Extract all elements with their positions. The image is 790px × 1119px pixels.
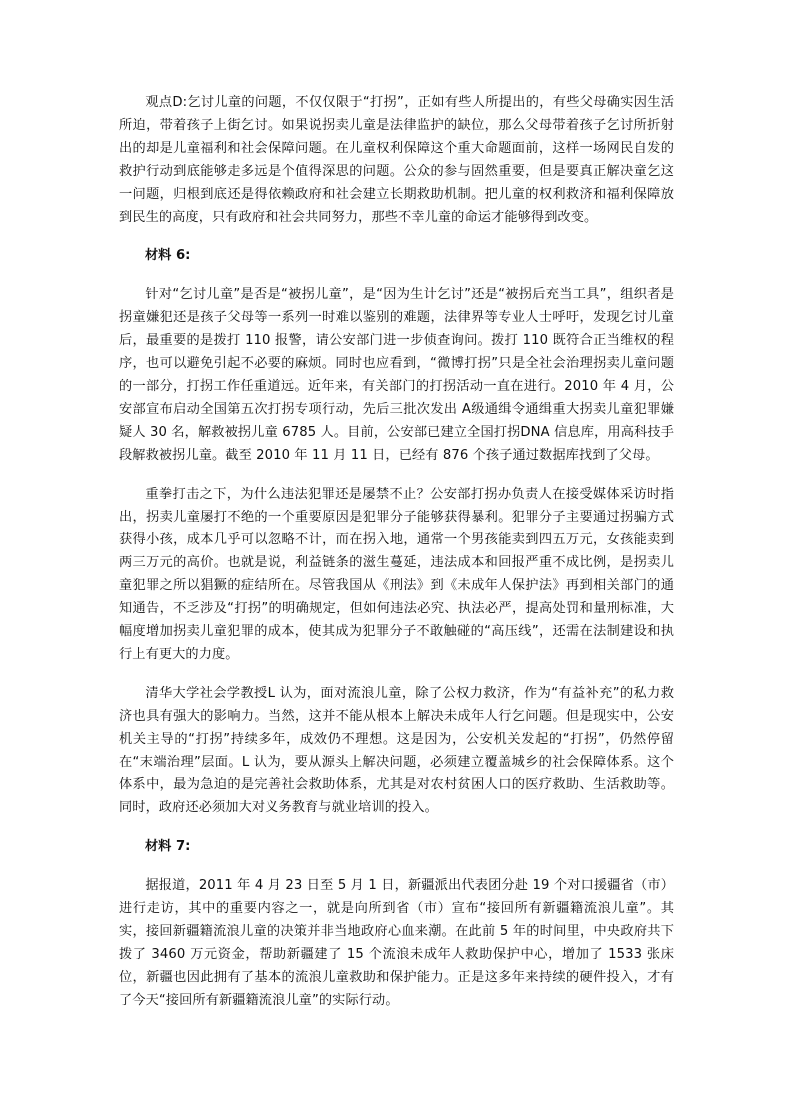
paragraph-material-6-c: 清华大学社会学教授L 认为，面对流浪儿童，除了公权力救济，作为“有益补充”的私力救济也具有强大的影响力。当然，这并不能从根本上解决未成年人行乞问题。但是现实中，公安机关主导的“打拐”持续多年，成效仍不理想。这是因为，公安机关发起的“打拐”，仍然停留在“末端治理”层面。L 认为，要从源头上解决问题，必须建立覆盖城乡的社会保障体系。这个体系中，最为急迫的是完善社会救助体系，尤其是对农村贫困人口的医疗救助、生活救助等。同时，政府还必须加大对义务教育与就业培训的投入。: [119, 685, 674, 816]
paragraph-material-6-b: 重拳打击之下，为什么违法犯罪还是屡禁不止？公安部打拐办负责人在接受媒体采访时指出，拐卖儿童屡打不绝的一个重要原因是犯罪分子能够获得暴利。犯罪分子主要通过拐骗方式获得小孩，成本几乎可以忽略不计，而在拐入地，通常一个男孩能卖到四五万元，女孩能卖到两三万元的高价。也就是说，利益链条的滋生蔓延，违法成本和回报严重不成比例，是拐卖儿童犯罪之所以猖獗的症结所在。尽管我国从《刑法》到《未成年人保护法》再到相关部门的通知通告，不乏涉及“打拐”的明确规定，但如何违法必究、执法必严，提高处罚和量刑标准，大幅度增加拐卖儿童犯罪的成本，使其成为犯罪分子不敢触碰的“高压线”，还需在法制建设和执行上有更大的力度。: [119, 486, 674, 662]
heading-material-6: 材料 6:: [145, 248, 191, 264]
paragraph-viewpoint-d: 观点D:乞讨儿童的问题，不仅仅限于“打拐”，正如有些人所提出的，有些父母确实因生活所迫，带着孩子上街乞讨。如果说拐卖儿童是法律监护的缺位，那么父母带着孩子乞讨所折射出的却是儿童福利和社会保障问题。在儿童权利保障这个重大命题面前，这样一场网民自发的救护行动到底能够走多远是个值得深思的问题。公众的参与固然重要，但是要真正解决童乞这一问题，归根到底还是得依赖政府和社会建立长期救助机制。把儿童的权利救济和福利保障放到民生的高度，只有政府和社会共同努力，那些不幸儿童的命运才能够得到改变。: [119, 95, 674, 225]
paragraph-material-6-a: 针对“乞讨儿童”是否是“被拐儿童”，是“因为生计乞讨”还是“被拐后充当工具”，组织者是拐童嫌犯还是孩子父母等一系列一时难以鉴别的难题，法律界等专业人士呼吁，发现乞讨儿童后，最重要的是拨打 110 报警，请公安部门进一步侦查询问。拨打 110 既符合正当维权的程序，也可以避免引起不必要的麻烦。同时也应看到，“微博打拐”只是全社会治理拐卖儿童问题的一部分，打拐工作任重道远。近年来，有关部门的打拐活动一直在进行。2010 年 4 月，公安部宣布启动全国第五次打拐专项行动，先后三批次发出 A级通缉令通缉重大拐卖儿童犯罪嫌疑人 30 名，解救被拐儿童 6785 人。目前，公安部已建立全国打拐DNA 信息库，用高科技手段解救被拐儿童。截至 2010 年 11 月 11 日，已经有 876 个孩子通过数据库找到了父母。: [119, 287, 674, 463]
heading-material-7: 材料 7:: [145, 839, 191, 855]
document-page: [119, 92, 674, 1013]
paragraph-material-7: 据报道，2011 年 4 月 23 日至 5 月 1 日，新疆派出代表团分赴 19 个对口援疆省（市）进行走访，其中的重要内容之一，就是向所到省（市）宣布“接回所有新疆籍流浪儿童”。其实，接回新疆籍流浪儿童的决策并非当地政府心血来潮。在此前 5 年的时间里，中央政府共下拨了 3460 万元资金，帮助新疆建了 15 个流浪未成年人救助保护中心，增加了 1533 张床位，新疆也因此拥有了基本的流浪儿童救助和保护能力。正是这多年来持续的硬件投入，才有了今天“接回所有新疆籍流浪儿童”的实际行动。: [119, 878, 674, 1008]
